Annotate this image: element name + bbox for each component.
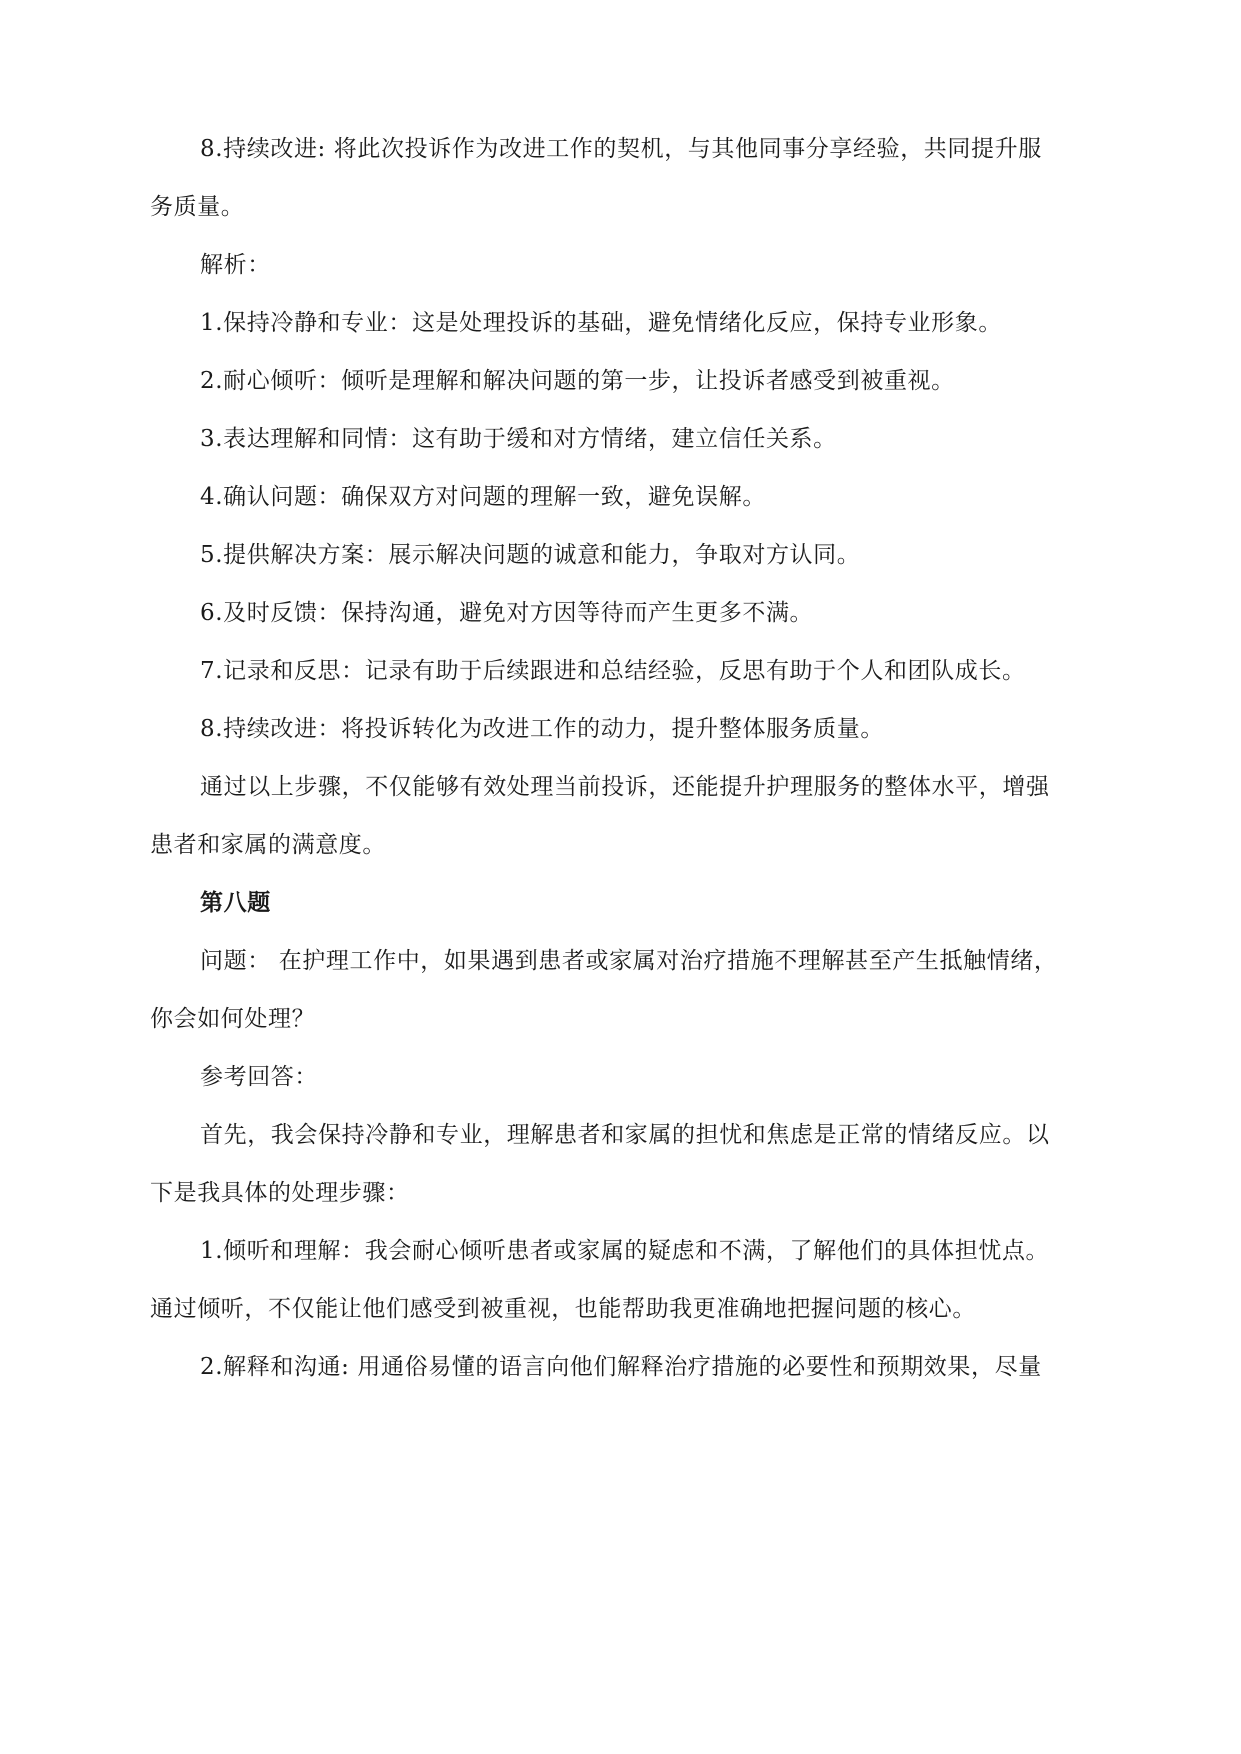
question-text: 问题： 在护理工作中，如果遇到患者或家属对治疗措施不理解甚至产生抵触情绪， (200, 948, 1058, 974)
paragraph-text: 首先，我会保持冷静和专业，理解患者和家属的担忧和焦虑是正常的情绪反应。以 (200, 1122, 1050, 1148)
section-heading: 第八题 (200, 889, 271, 916)
list-item: 通过倾听，不仅能让他们感受到被重视，也能帮助我更准确地把握问题的核心。 (150, 1296, 976, 1322)
paragraph-text: 务质量。 (150, 194, 245, 220)
paragraph-text: 8.持续改进: 将此次投诉作为改进工作的契机，与其他同事分享经验，共同提升服 (200, 136, 1042, 162)
question-text: 你会如何处理？ (150, 1006, 316, 1032)
analysis-heading: 解析： (200, 252, 271, 278)
paragraph-text: 患者和家属的满意度。 (150, 832, 386, 858)
list-item: 1.保持冷静和专业：这是处理投诉的基础，避免情绪化反应，保持专业形象。 (200, 310, 1002, 336)
list-item: 3.表达理解和同情：这有助于缓和对方情绪，建立信任关系。 (200, 426, 837, 452)
paragraph-text: 通过以上步骤，不仅能够有效处理当前投诉，还能提升护理服务的整体水平，增强 (200, 774, 1050, 800)
list-item: 7.记录和反思：记录有助于后续跟进和总结经验，反思有助于个人和团队成长。 (200, 658, 1026, 684)
list-item: 4.确认问题：确保双方对问题的理解一致，避免误解。 (200, 484, 766, 510)
list-item: 8.持续改进：将投诉转化为改进工作的动力，提升整体服务质量。 (200, 716, 884, 742)
list-item: 2.解释和沟通: 用通俗易懂的语言向他们解释治疗措施的必要性和预期效果，尽量 (200, 1354, 1042, 1380)
list-item: 1.倾听和理解：我会耐心倾听患者或家属的疑虑和不满，了解他们的具体担忧点。 (200, 1238, 1050, 1264)
list-item: 5.提供解决方案：展示解决问题的诚意和能力，争取对方认同。 (200, 542, 861, 568)
answer-heading: 参考回答： (200, 1064, 318, 1090)
list-item: 6.及时反馈：保持沟通，避免对方因等待而产生更多不满。 (200, 600, 814, 626)
paragraph-text: 下是我具体的处理步骤： (150, 1180, 410, 1206)
list-item: 2.耐心倾听：倾听是理解和解决问题的第一步，让投诉者感受到被重视。 (200, 368, 955, 394)
